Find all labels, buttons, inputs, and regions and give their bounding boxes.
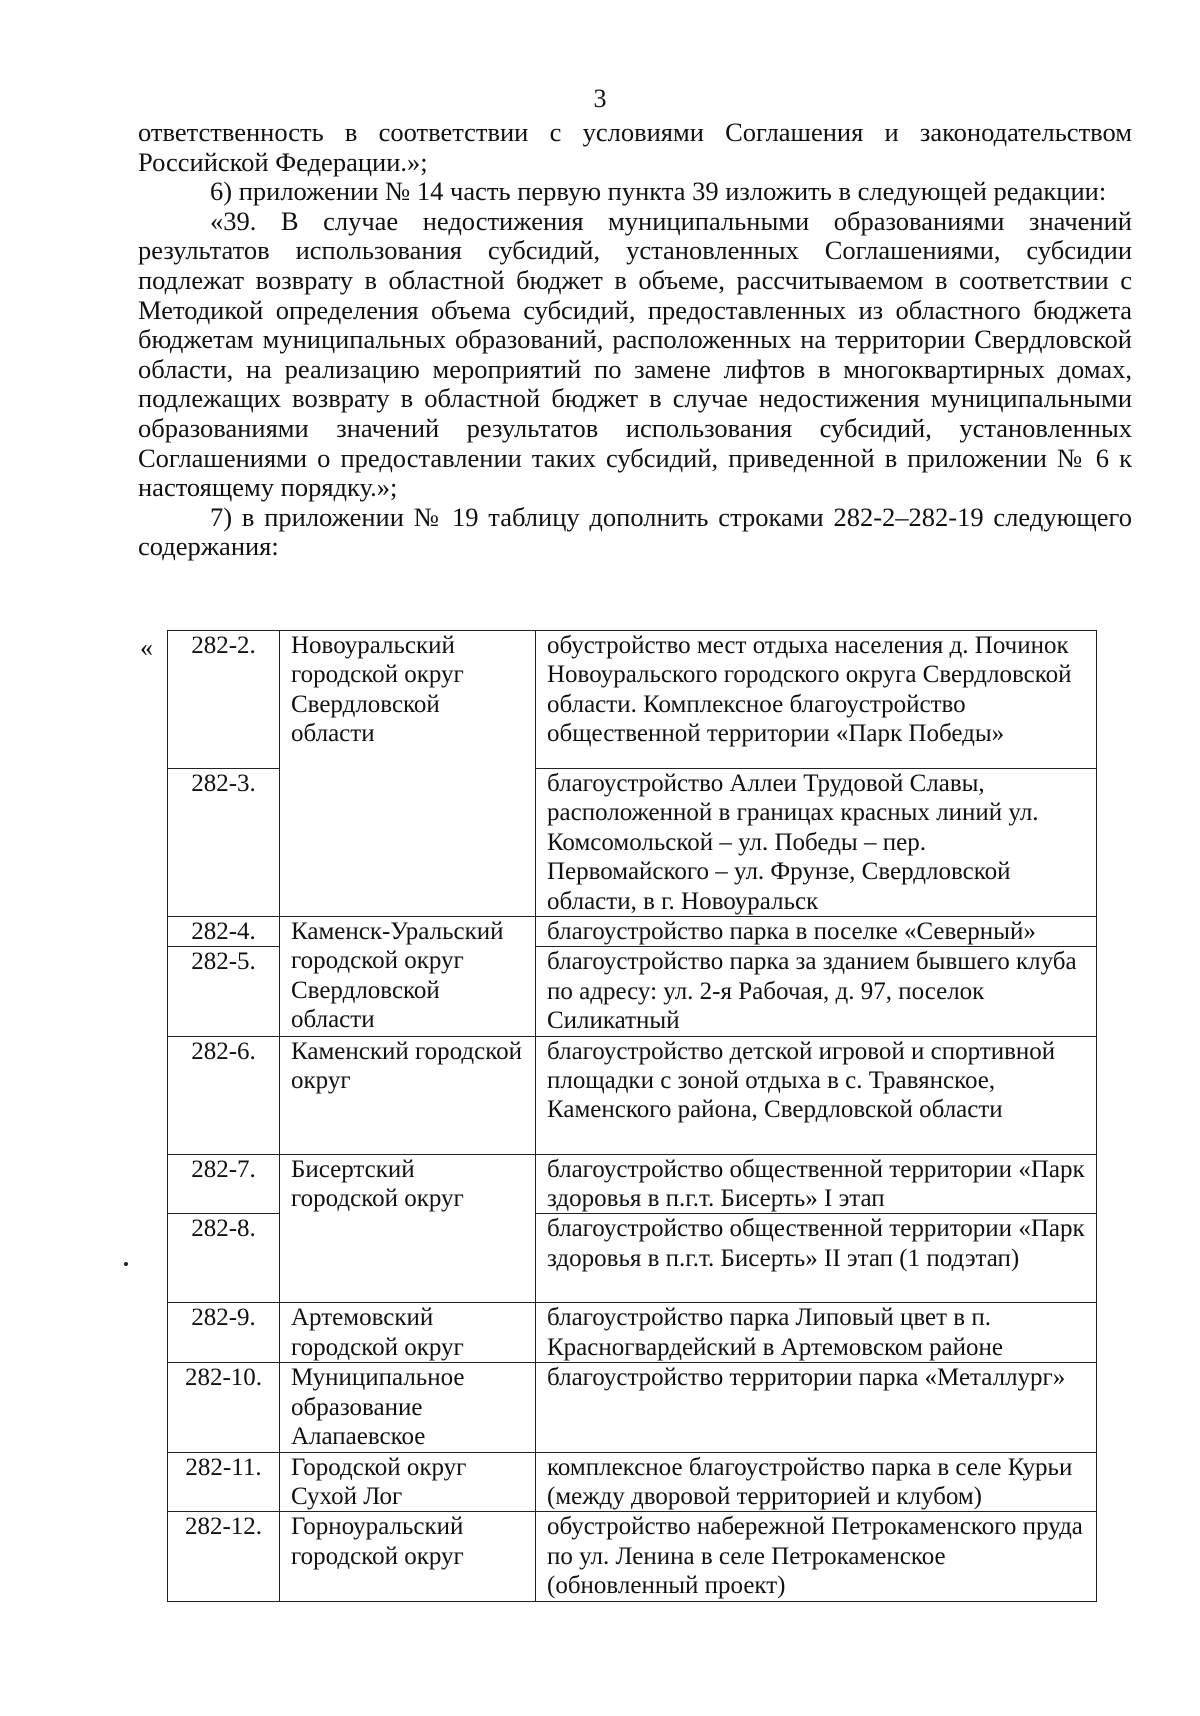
paragraph: ответственность в соответствии с условиями Соглашения и законодательством Российской Федерации.»; <box>138 117 1132 177</box>
row-number: 282-11. <box>168 1452 280 1512</box>
municipality-cell: Каменский городской округ <box>280 1036 536 1154</box>
row-number: 282-7. <box>168 1154 280 1214</box>
row-number: 282-3. <box>168 769 280 917</box>
table-row <box>168 917 1097 947</box>
paragraph: 6) приложении № 14 часть первую пункта 39 изложить в следующей редакции: <box>210 176 1107 207</box>
row-number: 282-4. <box>168 917 280 947</box>
municipality-cell: Артемовский городской округ <box>280 1303 536 1363</box>
description-cell: благоустройство общественной территории «Парк здоровья в п.г.т. Бисерть» II этап (1 подэтап) <box>536 1214 1097 1303</box>
row-number: 282-6. <box>168 1036 280 1154</box>
description-cell: благоустройство парка за зданием бывшего клуба по адресу: ул. 2-я Рабочая, д. 97, поселок Силикатный <box>536 947 1097 1036</box>
description-cell: благоустройство парка Липовый цвет в п. Красногвардейский в Артемовском районе <box>536 1303 1097 1363</box>
municipality-cell: Бисертский городской округ <box>280 1154 536 1303</box>
table-row <box>168 1303 1097 1363</box>
table-row <box>168 631 1097 769</box>
subsidy-table <box>167 630 1097 1602</box>
municipality-cell: Муниципальное образование Алапаевское <box>280 1363 536 1452</box>
row-number: 282-12. <box>168 1512 280 1601</box>
row-number: 282-5. <box>168 947 280 1036</box>
table-row <box>168 1154 1097 1214</box>
municipality-cell: Городской округ Сухой Лог <box>280 1452 536 1512</box>
description-cell: благоустройство общественной территории «Парк здоровья в п.г.т. Бисерть» I этап <box>536 1154 1097 1214</box>
municipality-cell: Горноуральский городской округ <box>280 1512 536 1601</box>
description-cell: благоустройство парка в поселке «Северный» <box>536 917 1097 947</box>
table-row <box>168 1363 1097 1452</box>
row-number: 282-9. <box>168 1303 280 1363</box>
table-row <box>168 1452 1097 1512</box>
body-text <box>138 118 1132 562</box>
description-cell: благоустройство территории парка «Металлург» <box>536 1363 1097 1452</box>
description-cell: благоустройство Аллеи Трудовой Славы, расположенной в границах красных линий ул. Комсомольской – ул. Победы – пер. Первомайского – ул. Фрунзе, Свердловской области, в г. Новоуральск <box>536 769 1097 917</box>
scan-dot <box>124 1262 128 1266</box>
description-cell: обустройство мест отдыха населения д. Починок Новоуральского городского округа Свердловской области. Комплексное благоустройство общественной территории «Парк Победы» <box>536 631 1097 769</box>
description-cell: обустройство набережной Петрокаменского пруда по ул. Ленина в селе Петрокаменское (обновленный проект) <box>536 1512 1097 1601</box>
description-cell: комплексное благоустройство парка в селе Курьи (между дворовой территорией и клубом) <box>536 1452 1097 1512</box>
municipality-cell: Новоуральский городской округ Свердловской области <box>280 631 536 917</box>
table-row <box>168 1512 1097 1601</box>
table-row <box>168 1036 1097 1154</box>
municipality-cell: Каменск-Уральский городской округ Свердловской области <box>280 917 536 1037</box>
row-number: 282-2. <box>168 631 280 769</box>
paragraph: «39. В случае недостижения муниципальными образованиями значений результатов использования субсидий, установленных Соглашениями, субсидии подлежат возврату в областной бюджет в объеме, рассчитываемом в соответствии с Методикой определения объема субсидий, предоставленных из областного бюджета бюджетам муниципальных образований, расположенных на территории Свердловской области, на реализацию мероприятий по замене лифтов в многоквартирных домах, подлежащих возврату в областной бюджет в случае недостижения муниципальными образованиями значений результатов использования субсидий, установленных Соглашениями о предоставлении таких субсидий, приведенной в приложении № 6 к настоящему порядку.»; <box>138 205 1132 503</box>
paragraph: 7) в приложении № 19 таблицу дополнить строками 282-2–282-19 следующего содержания: <box>138 501 1132 562</box>
description-cell: благоустройство детской игровой и спортивной площадки с зоной отдыха в с. Травянское, Каменского района, Свердловской области <box>536 1036 1097 1154</box>
table-open-quote: « <box>140 633 153 662</box>
row-number: 282-8. <box>168 1214 280 1303</box>
page-number: 3 <box>593 84 607 113</box>
row-number: 282-10. <box>168 1363 280 1452</box>
